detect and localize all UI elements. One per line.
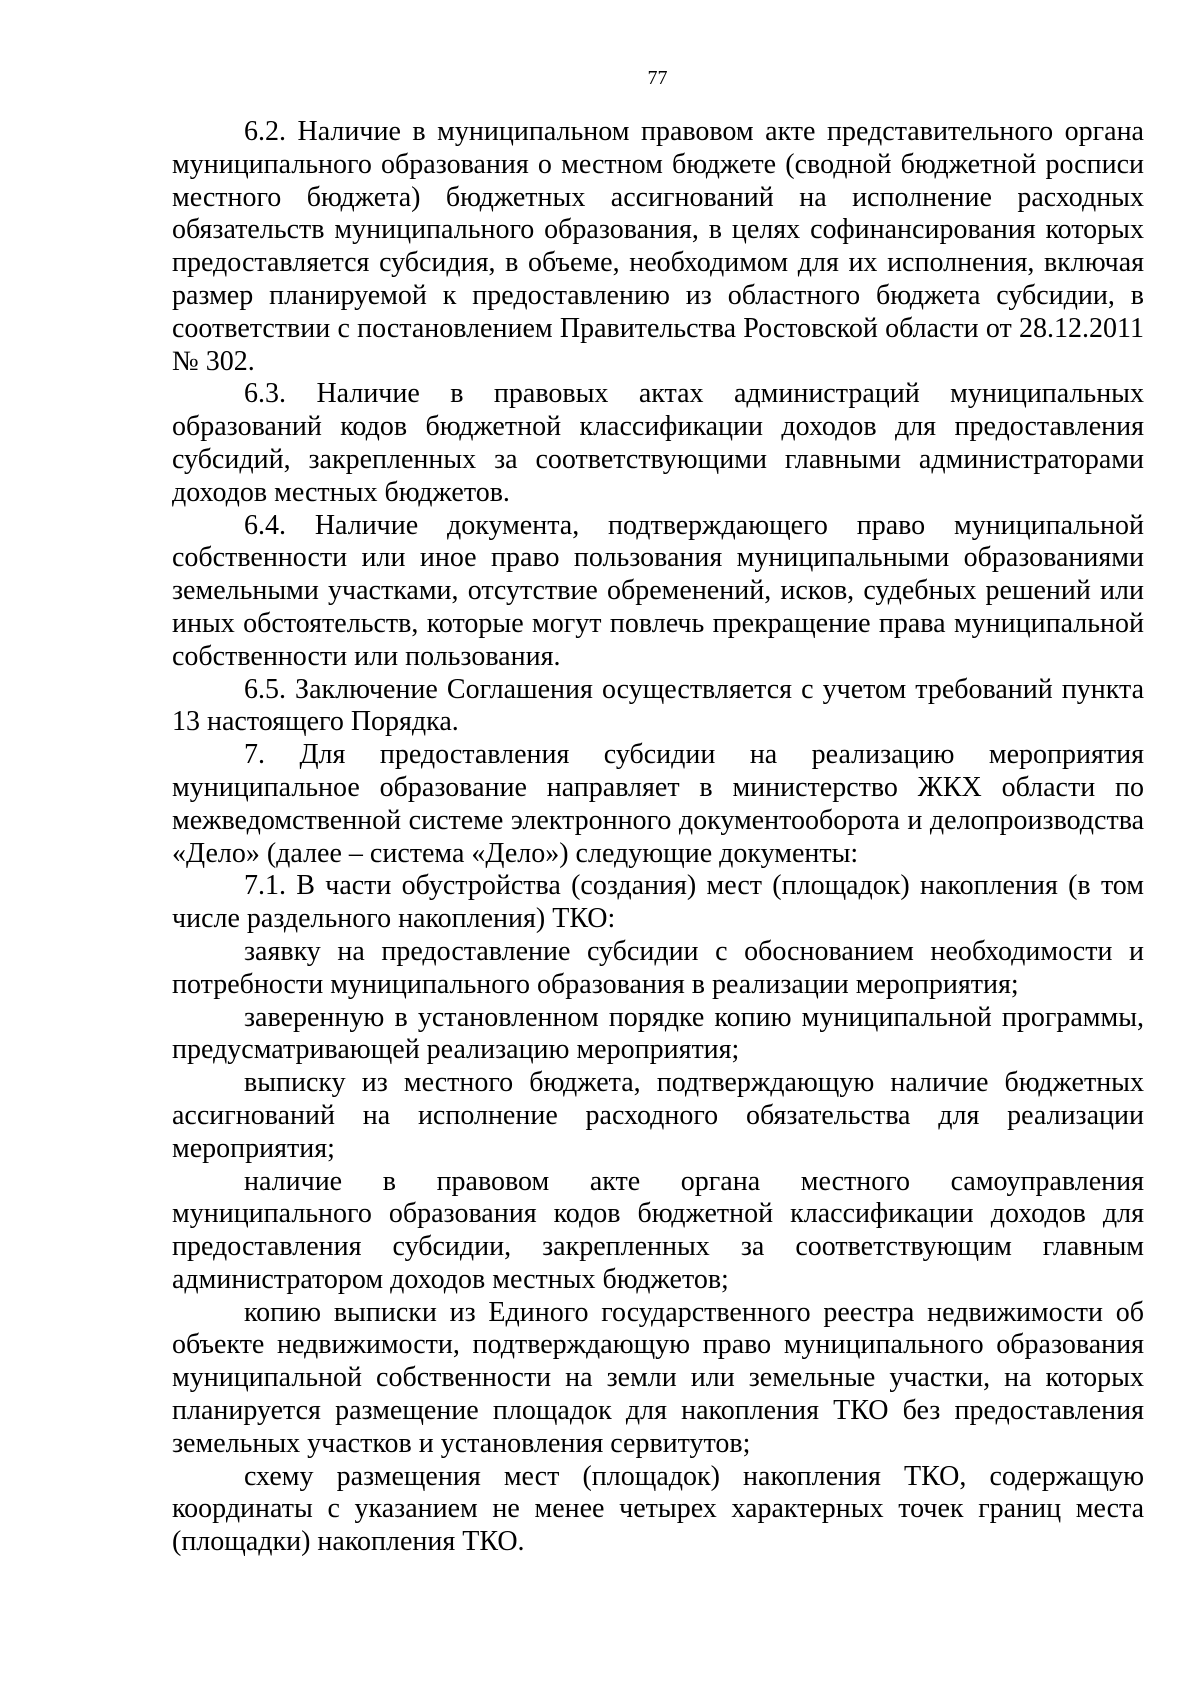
paragraph-6-4: 6.4. Наличие документа, подтверждающего право муниципальной собственности или иное право пользования муниципальными образованиями земельными участками, отсутствие обременений, исков, судебных решений или иных обстоятельств, которые могут повлечь прекращение права муниципальной собственности или пользования. xyxy=(172,509,1144,672)
page-number: 77 xyxy=(647,67,668,89)
paragraph-6-3: 6.3. Наличие в правовых актах администраций муниципальных образований кодов бюджетной классификации доходов для предоставления субсидий, закрепленных за соответствующими главными администраторами доходов местных бюджетов. xyxy=(172,378,1144,508)
paragraph-6-5: 6.5. Заключение Соглашения осуществляется с учетом требований пункта 13 настоящего Порядка. xyxy=(172,673,1144,738)
list-item-site-scheme: схему размещения мест (площадок) накопления ТКО, содержащую координаты с указанием не менее четырех характерных точек границ места (площадки) накопления ТКО. xyxy=(172,1460,1144,1558)
list-item-budget-extract: выписку из местного бюджета, подтверждающую наличие бюджетных ассигнований на исполнение расходного обязательства для реализации мероприятия; xyxy=(172,1067,1144,1164)
paragraph-6-2: 6.2. Наличие в муниципальном правовом акте представительного органа муниципального образования о местном бюджете (сводной бюджетной росписи местного бюджета) бюджетных ассигнований на исполнение расходных обязательств муниципального образования, в целях софинансирования которых предоставляется субсидия, в объеме, необходимом для их исполнения, включая размер планируемой к предоставлению из областного бюджета субсидии, в соответствии с постановлением Правительства Ростовской области от 28.12.2011 № 302. xyxy=(172,116,1144,377)
paragraph-7-1: 7.1. В части обустройства (создания) мест (площадок) накопления (в том числе раздельного накопления) ТКО: xyxy=(172,870,1144,935)
list-item-application: заявку на предоставление субсидии с обоснованием необходимости и потребности муниципального образования в реализации мероприятия; xyxy=(172,935,1144,1000)
list-item-registry-extract: копию выписки из Единого государственного реестра недвижимости об объекте недвижимости, подтверждающую право муниципального образования муниципальной собственности на земли или земельные участки, на которых планируется размещение площадок для накопления ТКО без предоставления земельных участков и установления сервитутов; xyxy=(172,1296,1144,1459)
list-item-program-copy: заверенную в установленном порядке копию муниципальной программы, предусматривающей реализацию мероприятия; xyxy=(172,1001,1144,1066)
list-item-budget-codes: наличие в правовом акте органа местного самоуправления муниципального образования кодов бюджетной классификации доходов для предоставления субсидии, закрепленных за соответствующим главным администратором доходов местных бюджетов; xyxy=(172,1165,1144,1295)
document-body xyxy=(172,116,1144,1559)
paragraph-7: 7. Для предоставления субсидии на реализацию мероприятия муниципальное образование направляет в министерство ЖКХ области по межведомственной системе электронного документооборота и делопроизводства «Дело» (далее – система «Дело») следующие документы: xyxy=(172,739,1144,869)
